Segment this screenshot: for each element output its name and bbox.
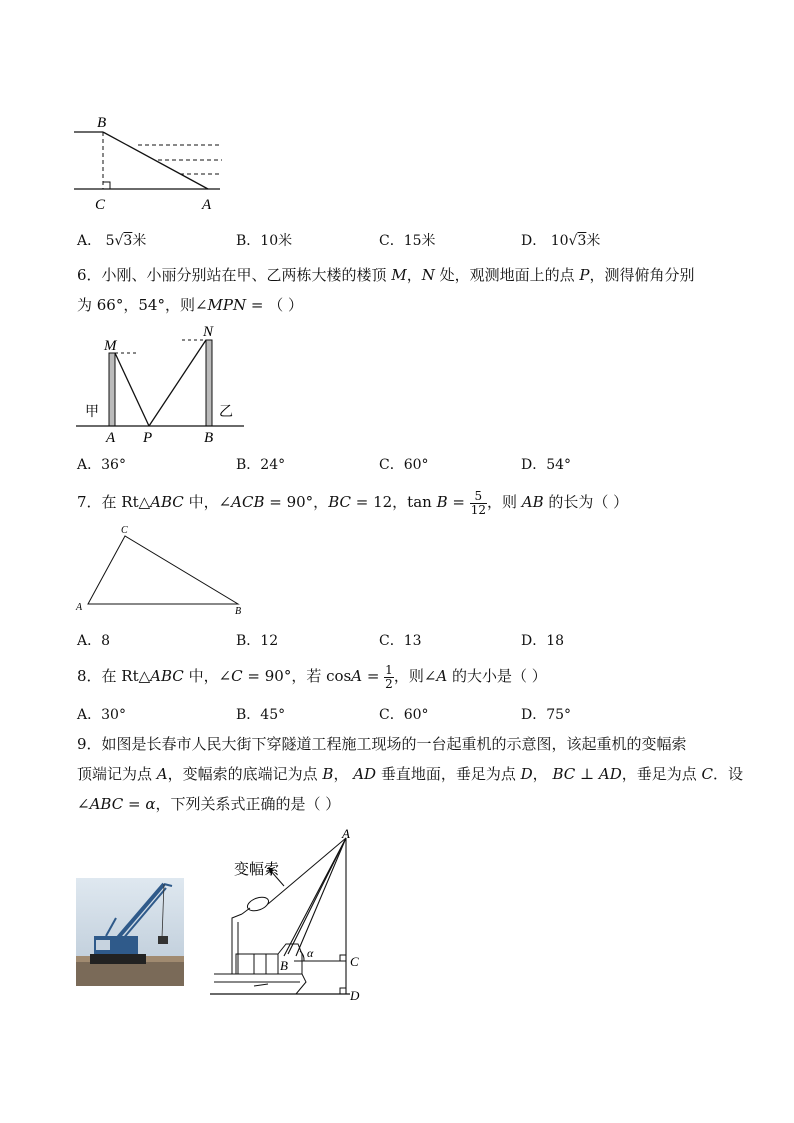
text: ，变幅索的底端记为点 bbox=[167, 765, 323, 783]
text: ．设 bbox=[712, 765, 743, 783]
var: α bbox=[145, 795, 156, 813]
q5-option-b bbox=[236, 230, 292, 250]
q5-fig-label-c: C bbox=[95, 197, 106, 213]
q6-question-line2 bbox=[77, 295, 303, 315]
text: = 12，tan bbox=[350, 493, 437, 511]
var: BC bbox=[328, 493, 351, 511]
option-text: 24° bbox=[260, 457, 286, 473]
text: = bbox=[362, 667, 385, 685]
q9-fig-label-d: D bbox=[350, 988, 360, 1002]
q6-option-b bbox=[236, 454, 285, 474]
q6-fig-label-m: M bbox=[104, 338, 117, 354]
text: 中，∠ bbox=[183, 493, 232, 511]
q5-option-a bbox=[77, 230, 146, 250]
text: ∠ bbox=[77, 795, 90, 813]
var: MPN bbox=[207, 296, 247, 314]
var: ABC bbox=[89, 795, 124, 813]
text: 8．在 Rt△ bbox=[77, 667, 151, 685]
q6-question-line1 bbox=[77, 265, 694, 285]
var: P bbox=[579, 266, 590, 284]
option-unit: 米 bbox=[586, 233, 601, 249]
option-text: 18 bbox=[546, 633, 565, 649]
option-text: 12 bbox=[260, 633, 279, 649]
option-letter: D． bbox=[521, 457, 547, 473]
sqrt-icon: √ bbox=[568, 233, 578, 249]
q6-fig-label-yi: 乙 bbox=[219, 405, 233, 420]
text: ，则∠ bbox=[393, 667, 437, 685]
q7-figure bbox=[72, 524, 252, 618]
option-letter: B． bbox=[236, 457, 261, 473]
var: BC ⊥ AD bbox=[552, 765, 622, 783]
option-letter: A． bbox=[77, 233, 102, 249]
var: M bbox=[391, 266, 407, 284]
q8-fraction bbox=[384, 664, 394, 691]
text: ， bbox=[532, 765, 553, 783]
q9-fig-label-b: B bbox=[280, 958, 288, 973]
q8-option-c bbox=[379, 704, 429, 724]
q5-fig-label-b: B bbox=[97, 115, 107, 131]
var: AB bbox=[521, 493, 544, 511]
option-text: 10米 bbox=[260, 233, 293, 249]
q7-fig-label-b: B bbox=[235, 606, 242, 617]
q6-fig-label-jia: 甲 bbox=[85, 405, 99, 420]
text: ，下列关系式正确的是（ ） bbox=[155, 795, 341, 813]
q6-fig-label-b: B bbox=[204, 430, 214, 446]
numerator: 1 bbox=[385, 662, 393, 677]
q9-question-line2 bbox=[77, 764, 743, 784]
option-letter: D． bbox=[521, 633, 547, 649]
q7-question bbox=[77, 488, 628, 517]
q5-option-d bbox=[521, 230, 600, 250]
var: AD bbox=[353, 765, 377, 783]
option-letter: D． bbox=[521, 707, 547, 723]
var: N bbox=[421, 266, 435, 284]
q6-fig-label-n: N bbox=[203, 324, 214, 340]
var: B bbox=[322, 765, 334, 783]
option-text: 13 bbox=[403, 633, 422, 649]
q8-option-a bbox=[77, 704, 126, 724]
q7-option-c bbox=[379, 630, 422, 650]
option-letter: B． bbox=[236, 633, 261, 649]
var: A bbox=[351, 667, 363, 685]
option-text: 30° bbox=[101, 707, 126, 723]
var: A bbox=[156, 765, 168, 783]
q5-option-c bbox=[379, 230, 436, 250]
option-text: 54° bbox=[546, 457, 572, 473]
option-letter: A． bbox=[77, 633, 102, 649]
q6-figure bbox=[72, 322, 250, 446]
option-letter: C． bbox=[379, 457, 404, 473]
numerator: 5 bbox=[470, 490, 487, 504]
var: A bbox=[436, 667, 448, 685]
q9-figure bbox=[206, 826, 372, 1002]
q7-fig-label-c: C bbox=[121, 525, 128, 536]
option-text: 36° bbox=[101, 457, 126, 473]
var: B bbox=[436, 493, 448, 511]
q6-option-c bbox=[379, 454, 429, 474]
text: 的大小是（ ） bbox=[447, 667, 547, 685]
q5-fig-label-a: A bbox=[202, 197, 212, 213]
text: = （ ） bbox=[246, 296, 303, 314]
option-text: 45° bbox=[260, 707, 286, 723]
text: 中，∠ bbox=[183, 667, 232, 685]
option-letter: C． bbox=[379, 633, 404, 649]
text: ， bbox=[406, 266, 422, 284]
q5-figure bbox=[70, 112, 240, 216]
text: 顶端记为点 bbox=[77, 765, 157, 783]
option-letter: C． bbox=[379, 707, 404, 723]
q9-fig-label-alpha: α bbox=[307, 946, 314, 960]
var: ABC bbox=[150, 667, 184, 685]
var: ABC bbox=[150, 493, 184, 511]
q6-fig-label-a: A bbox=[106, 430, 116, 446]
q7-fig-label-a: A bbox=[76, 602, 83, 613]
q6-option-d bbox=[521, 454, 571, 474]
option-text: 8 bbox=[101, 633, 111, 649]
text: = bbox=[447, 493, 470, 511]
option-letter: D． bbox=[521, 233, 547, 249]
q9-fig-label-c: C bbox=[350, 954, 359, 969]
text: 7．在 Rt△ bbox=[77, 493, 151, 511]
text: ，测得俯角分别 bbox=[589, 266, 695, 284]
text: ，垂足为点 bbox=[621, 765, 702, 783]
option-text: 15米 bbox=[403, 233, 436, 249]
var: ACB bbox=[231, 493, 265, 511]
text: = 90°，若 cos bbox=[242, 667, 352, 685]
text: = 90°， bbox=[264, 493, 329, 511]
denominator: 12 bbox=[470, 502, 486, 517]
text: 处，观测地面上的点 bbox=[434, 266, 580, 284]
q9-fig-label-a: A bbox=[342, 826, 350, 841]
q7-option-a bbox=[77, 630, 110, 650]
var: C bbox=[701, 765, 713, 783]
option-radicand: 3 bbox=[577, 233, 587, 249]
text: = bbox=[123, 795, 146, 813]
var: D bbox=[520, 765, 533, 783]
q9-fig-label-cable: 变幅索 bbox=[234, 862, 280, 878]
q8-question bbox=[77, 662, 547, 691]
denominator: 2 bbox=[385, 676, 393, 691]
option-coefficient: 5 bbox=[105, 233, 115, 249]
q9-question-line3 bbox=[77, 794, 340, 814]
option-coefficient: 10 bbox=[550, 233, 569, 249]
option-unit: 米 bbox=[132, 233, 147, 249]
option-text: 60° bbox=[403, 707, 429, 723]
text: ， bbox=[333, 765, 354, 783]
var: C bbox=[231, 667, 243, 685]
option-letter: B． bbox=[236, 707, 261, 723]
q8-option-b bbox=[236, 704, 285, 724]
option-letter: B． bbox=[236, 233, 261, 249]
option-radicand: 3 bbox=[123, 233, 133, 249]
text: 6．小刚、小丽分别站在甲、乙两栋大楼的楼顶 bbox=[77, 266, 392, 284]
sqrt-icon: √ bbox=[114, 233, 124, 249]
q7-option-d bbox=[521, 630, 564, 650]
option-letter: A． bbox=[77, 457, 102, 473]
q9-question-line1: 9．如图是长春市人民大街下穿隧道工程施工现场的一台起重机的示意图，该起重机的变幅索 bbox=[77, 735, 687, 753]
option-text: 60° bbox=[403, 457, 429, 473]
text: 为 66°，54°，则∠ bbox=[77, 296, 208, 314]
q6-option-a bbox=[77, 454, 126, 474]
text: 的长为（ ） bbox=[543, 493, 629, 511]
text: ，则 bbox=[486, 493, 522, 511]
option-text: 75° bbox=[546, 707, 572, 723]
crane-photo bbox=[76, 878, 184, 986]
q8-option-d bbox=[521, 704, 571, 724]
q7-option-b bbox=[236, 630, 278, 650]
option-letter: A． bbox=[77, 707, 102, 723]
q6-fig-label-p: P bbox=[143, 430, 153, 446]
option-letter: C． bbox=[379, 233, 404, 249]
q7-fraction bbox=[470, 490, 487, 517]
text: 垂直地面，垂足为点 bbox=[376, 765, 521, 783]
